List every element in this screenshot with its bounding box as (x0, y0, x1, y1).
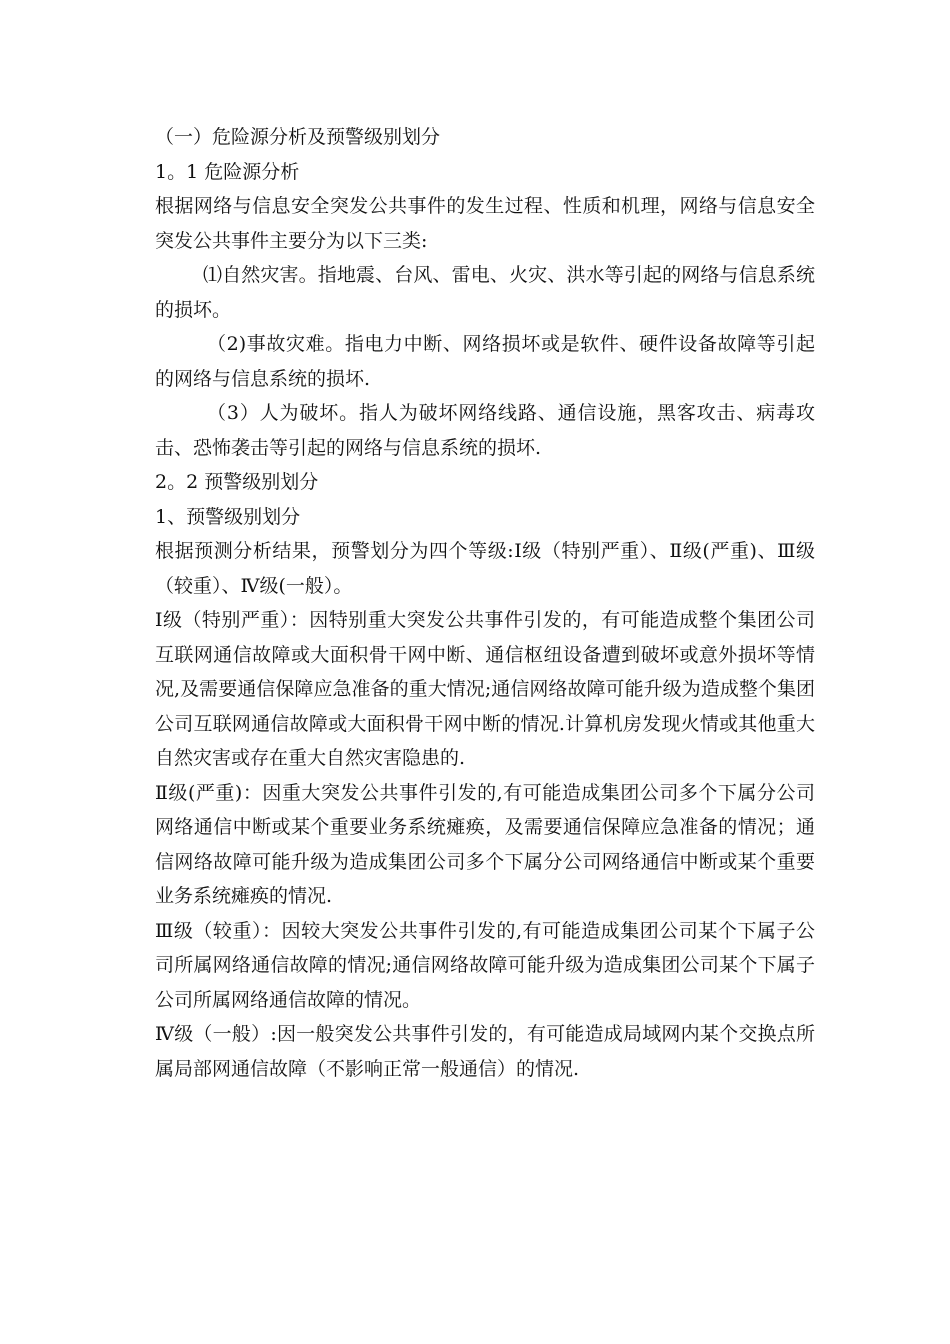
subsection-heading-hazard-analysis: 1。1 危险源分析 (155, 160, 300, 183)
hazard-item-human-damage: （3）人为破坏。指人为破坏网络线路、通信设施，黑客攻击、病毒攻击、恐怖袭击等引起的网络与信息系统的损坏. (155, 402, 815, 459)
intro-paragraph: 根据网络与信息安全突发公共事件的发生过程、性质和机理，网络与信息安全突发公共事件主要分为以下三类: (155, 195, 815, 252)
warning-level-1-paragraph: Ⅰ级（特别严重）：因特别重大突发公共事件引发的，有可能造成整个集团公司互联网通信故障或大面积骨干网中断、通信枢纽设备遭到破坏或意外损坏等情况,及需要通信保障应急准备的重大情况;通信网络故障可能升级为造成整个集团公司互联网通信故障或大面积骨干网中断的情况.计算机房发现火情或其他重大自然灾害或存在重大自然灾害隐患的. (155, 609, 815, 769)
warning-levels-item-heading: 1、预警级别划分 (155, 505, 301, 528)
subsection-heading-warning-levels: 2。2 预警级别划分 (155, 471, 319, 493)
warning-level-2-paragraph: Ⅱ级(严重)：因重大突发公共事件引发的,有可能造成集团公司多个下属分公司网络通信中断或某个重要业务系统瘫痪，及需要通信保障应急准备的情况；通信网络故障可能升级为造成集团公司多个下属分公司网络通信中断或某个重要业务系统瘫痪的情况. (155, 781, 815, 907)
warning-level-3-paragraph: Ⅲ级（较重）：因较大突发公共事件引发的,有可能造成集团公司某个下属子公司所属网络通信故障的情况;通信网络故障可能升级为造成集团公司某个下属子公司所属网络通信故障的情况。 (155, 919, 815, 1011)
hazard-item-accident: （2)事故灾难。指电力中断、网络损坏或是软件、硬件设备故障等引起的网络与信息系统的损坏. (155, 333, 815, 390)
warning-level-4-paragraph: Ⅳ级（一般）:因一般突发公共事件引发的，有可能造成局域网内某个交换点所属局部网通信故障（不影响正常一般通信）的情况. (155, 1023, 815, 1080)
hazard-item-natural-disaster: ⑴自然灾害。指地震、台风、雷电、火灾、洪水等引起的网络与信息系统的损坏。 (155, 264, 815, 321)
document-page (155, 120, 815, 1086)
section-title: （一）危险源分析及预警级别划分 (155, 126, 441, 148)
warning-levels-intro: 根据预测分析结果，预警划分为四个等级:Ⅰ级（特别严重）、Ⅱ级(严重)、Ⅲ级（较重）、Ⅳ级(一般）。 (155, 540, 815, 597)
